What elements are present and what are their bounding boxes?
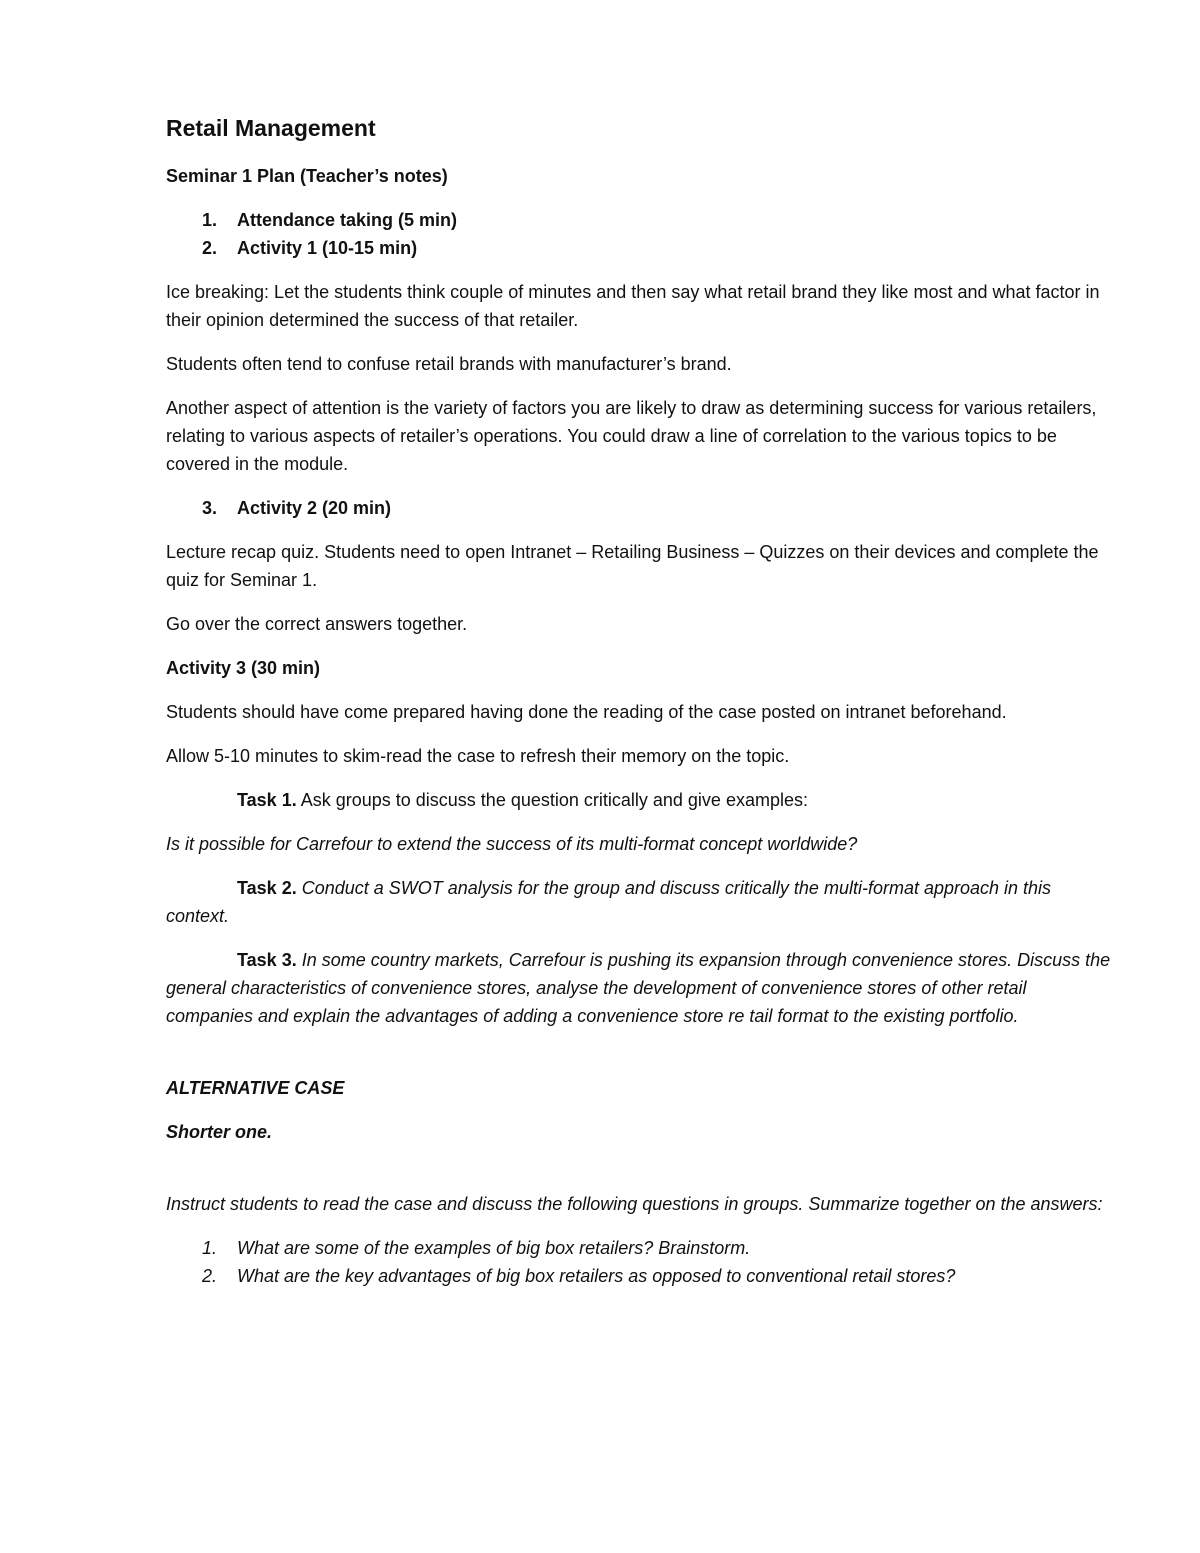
list-item: [166, 494, 1116, 522]
list-item-text: Activity 1 (10-15 min): [237, 238, 418, 258]
paragraph-aspect: Another aspect of attention is the variety of factors you are likely to draw as determining success for various retailers, relating to various aspects of retailer’s operations. You could draw a line of correlation to the various topics to be covered in the module.: [166, 398, 1097, 474]
paragraph-answers: Go over the correct answers together.: [166, 614, 468, 634]
list-item: [166, 1262, 1116, 1290]
document-title: Retail Management: [166, 115, 376, 141]
agenda-list-2: [166, 494, 1116, 522]
task1-text: Ask groups to discuss the question critically and give examples:: [296, 790, 808, 810]
document-subtitle: Seminar 1 Plan (Teacher’s notes): [166, 166, 448, 186]
list-number: 1.: [202, 1238, 218, 1258]
list-number: 3.: [202, 498, 218, 518]
list-number: 1.: [202, 210, 218, 230]
list-item-text: Activity 2 (20 min): [237, 498, 392, 518]
task3-text: In some country markets, Carrefour is pushing its expansion through convenience stores. Discuss the general characteristics of convenience stores, analyse the development of convenience stores of other retail companies and explain the advantages of adding a convenience store re tail format to the existing portfolio.: [166, 950, 1111, 1026]
paragraph-instruct: Instruct students to read the case and discuss the following questions in groups. Summarize together on the answers:: [166, 1194, 1103, 1214]
paragraph-prepared: Students should have come prepared having done the reading of the case posted on intranet beforehand.: [166, 702, 1007, 722]
document-page: [166, 112, 1116, 1306]
question-list: [166, 1234, 1116, 1290]
task1-paragraph: [166, 786, 1116, 814]
agenda-list-1: [166, 206, 1116, 262]
list-item-text: What are some of the examples of big box retailers? Brainstorm.: [237, 1238, 751, 1258]
alternative-case-subheading: Shorter one.: [166, 1122, 273, 1142]
task1-question: Is it possible for Carrefour to extend the success of its multi-format concept worldwide?: [166, 834, 858, 854]
task3-label: Task 3.: [237, 950, 297, 970]
list-item: [166, 1234, 1116, 1262]
activity3-heading: Activity 3 (30 min): [166, 658, 321, 678]
paragraph-icebreak: Ice breaking: Let the students think couple of minutes and then say what retail brand they like most and what factor in their opinion determined the success of that retailer.: [166, 282, 1100, 330]
task1-label: Task 1.: [237, 790, 297, 810]
paragraph-quiz: Lecture recap quiz. Students need to open Intranet – Retailing Business – Quizzes on their devices and complete the quiz for Seminar 1.: [166, 542, 1099, 590]
task3-paragraph: [166, 946, 1116, 1030]
list-item: [166, 206, 1116, 234]
list-item: [166, 234, 1116, 262]
paragraph-confuse: Students often tend to confuse retail brands with manufacturer’s brand.: [166, 354, 732, 374]
task2-text: Conduct a SWOT analysis for the group and discuss critically the multi-format approach in this context.: [166, 878, 1052, 926]
alternative-case-heading: ALTERNATIVE CASE: [166, 1078, 345, 1098]
list-item-text: What are the key advantages of big box retailers as opposed to conventional retail stores?: [237, 1266, 956, 1286]
list-number: 2.: [202, 1266, 218, 1286]
task2-paragraph: [166, 874, 1116, 930]
task2-label: Task 2.: [237, 878, 297, 898]
list-number: 2.: [202, 238, 218, 258]
list-item-text: Attendance taking (5 min): [237, 210, 458, 230]
paragraph-allow: Allow 5-10 minutes to skim-read the case to refresh their memory on the topic.: [166, 746, 790, 766]
